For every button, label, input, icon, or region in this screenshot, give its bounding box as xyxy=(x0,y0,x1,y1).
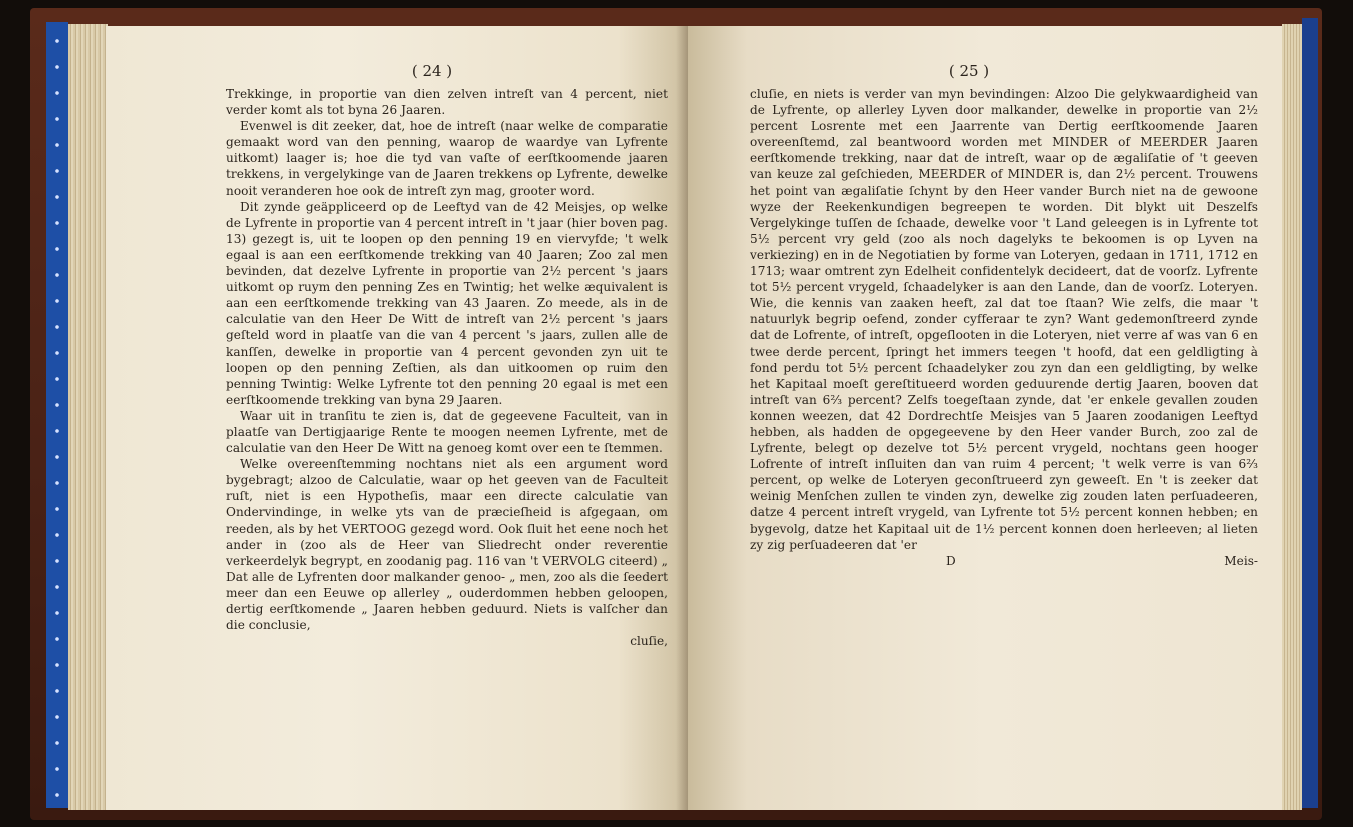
page-number-left: ( 24 ) xyxy=(411,62,453,80)
left-page-edges xyxy=(68,24,108,810)
left-catchword-line xyxy=(226,633,668,649)
left-paragraph: Trekkinge, in proportie van dien zelven intreſt van 4 percent, niet verder komt als tot byna 26 Jaaren. xyxy=(226,87,668,118)
left-paragraph: Welke overeenſtemming nochtans niet als een argument word bygebragt; alzoo de Calculatie, waar op het geeven van de Faculteit ruſt, niet is een Hypotheſis, maar een directe calculatie van Ondervindinge, in welke yts van de præcieſheid is afgegaan, om reeden, als by het VERTOOG gezegd word. Ook ſluit het eene noch het ander in (zoo als de Heer van Sliedrecht onder reverentie verkeerdelyk begrypt, en zoodanig pag. 116 van 't VERVOLG citeerd) „ Dat alle de Lyfrenten door malkander genoo- „ men, zoo als die ſeedert meer dan een Eeuwe op allerley „ ouderdommen hebben geloopen, dertig eerſtkomende „ Jaaren hebben geduurd. Niets is valſcher dan die conclusie, xyxy=(226,457,668,633)
left-paragraph: Waar uit in tranſitu te zien is, dat de gegeevene Faculteit, van in plaatſe van Dertigjaarige Rente te moogen neemen Lyfrente, met de calculatie van den Heer De Witt na genoeg komt over een te ſtemmen. xyxy=(226,408,668,456)
right-catchword-line xyxy=(750,553,1258,569)
right-page-edges xyxy=(1282,24,1302,810)
left-paragraph: Dit zynde geäppliceerd op de Leeftyd van de 42 Meisjes, op welke de Lyfrente in proportie van 4 percent intreſt in 't jaar (hier boven pag. 13) gezegt is, uit te loopen op den penning 19 en viervyfde; 't welk egaal is aan een eerſtkomende trekking van 40 Jaaren; Zoo zal men bevinden, dat dezelve Lyfrente in proportie van 2½ percent 's jaars uitkomt op ruym den penning Zes en Twintig; het welke æquivalent is aan een eerſtkomende trekking van 43 Jaaren. Zo meede, als in de calculatie van den Heer De Witt de intreſt van 2½ percent 's jaars geſteld word in plaatſe van die van 4 percent 's jaars, zullen alle de kanſſen, dewelke in proportie van 4 percent gevonden zyn uit te loopen op den penning Zeſtien, als dan uitkoomen op ruim den penning Twintig: Welke Lyfrente tot den penning 20 egaal is met een eerſtkoomende trekking van byna 29 Jaaren. xyxy=(226,199,668,407)
right-spine-strip xyxy=(1302,18,1318,808)
right-page xyxy=(688,26,1282,810)
right-page-text xyxy=(750,86,1258,553)
catchword-left: cluſie, xyxy=(630,634,668,649)
catchword-right: Meis- xyxy=(1224,553,1258,568)
right-paragraph: cluſie, en niets is verder van myn bevindingen: Alzoo Die gelykwaardigheid van de Lyfrente, op allerley Lyven door malkander, dewelke in proportie van 2½ percent Losrente met een Jaarrente van Dertig eerſtkoomende Jaaren overeenſtemd, zal beantwoord worden met MINDER of MEERDER Jaaren eerſtkomende trekking, naar dat de intreſt, waar op de ægaliſatie of 't geeven van keuze zal geſchieden, MEERDER of MINDER is, dan 2½ percent. Trouwens het point van ægaliſatie ſchynt by den Heer vander Burch niet na de gewoone wyze der Reekenkundigen begreepen te worden. Dit blykt uit Deszelfs Vergelykinge tuſſen de ſchaade, dewelke voor 't Land geleegen is in Lyfrente tot 5½ percent vry geld (zoo als noch dagelyks te bekoomen is op Lyven na verkiezing) en in de Negotiatien by forme van Loteryen, gedaan in 1711, 1712 en 1713; waar omtrent zyn Edelheit confidentelyk decideert, dat de voorſz. Lyfrente tot 5½ percent vrygeld, ſchaadelyker is aan den Lande, dan de voorſz. Loteryen. Wie, die kennis van zaaken heeft, zal dat toe ſtaan? Wie zelfs, die maar 't natuurlyk begrip oefend, zonder cyfferaar te zyn? Want gedemonſtreerd zynde dat de Lofrente, of intreſt, opgeſlooten in die Loteryen, niet verre af was van 6 en twee derde percent, ſpringt het immers teegen 't hoofd, dat een geldligting à fond perdu tot 5½ percent ſchaadelyker zou zyn dan een geldligting, by welke het Kapitaal moeſt gereſtitueerd worden geduurende dertig Jaaren, booven dat intreſt van 6⅔ percent? Zelfs toegeſtaan zynde, dat 'er enkele gevallen zouden konnen weezen, dat 42 Dordrechtſe Meisjes van 5 Jaaren zoodanigen Leeftyd hebben, als hadden de opgegeevene by den Heer vander Burch, zoo zal de Lyfrente, belegt op dezelve tot 5½ percent vrygeld, nochtans geen hooger Lofrente of intreſt inſluiten dan van ruim 4 percent; 't welk verre is van 6⅔ percent, op welke de Loteryen geconſtrueerd zyn geweeſt. En 't is zeeker dat weinig Menſchen zullen te vinden zyn, dewelke zig zouden laten perſuadeeren, datze 4 percent intreſt vrygeld, van Lyfrente tot 5½ percent konnen hebben; en bygevolg, datze het Kapitaal uit de 1½ percent konnen doen herleeven; al lieten zy zig perſuadeeren dat 'er xyxy=(750,87,1258,552)
left-spine-strip xyxy=(46,22,68,808)
left-page xyxy=(106,26,688,810)
page-number-right: ( 25 ) xyxy=(948,62,990,80)
left-page-text xyxy=(226,86,668,633)
spine-dots xyxy=(54,28,60,798)
left-paragraph: Evenwel is dit zeeker, dat, hoe de intreſt (naar welke de comparatie gemaakt word van den penning, waarop de waardye van Lyfrente uitkomt) laager is; hoe die tyd van vaſte of eerſtkoomende jaaren trekkens, in vergelykinge van de Jaaren trekkens op Lyfrente, dewelke nooit veranderen hoe ook de intreſt zyn mag, grooter word. xyxy=(226,119,668,198)
signature-mark: D xyxy=(946,553,956,568)
